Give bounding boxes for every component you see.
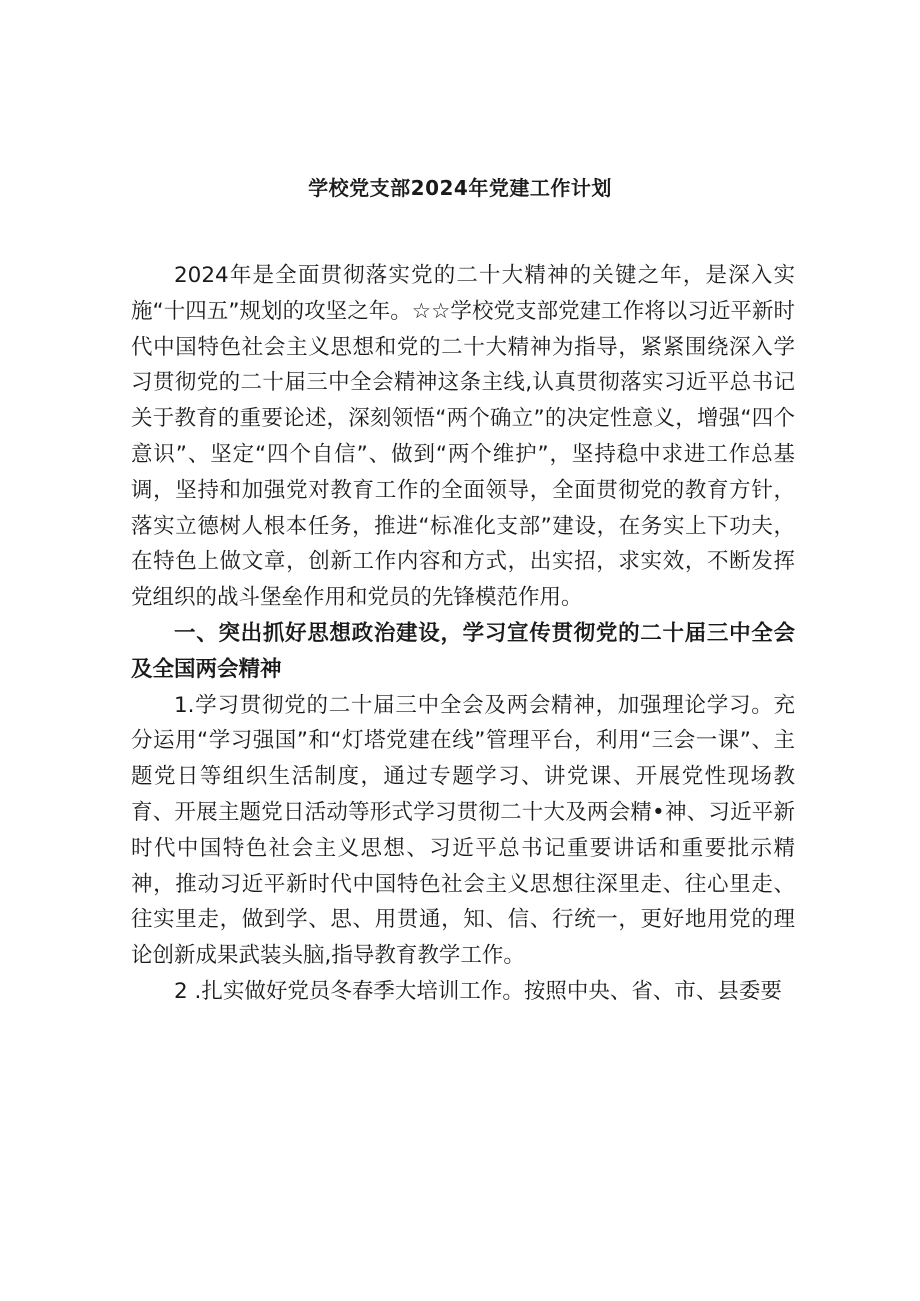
intro-paragraph: 2024年是全面贯彻落实党的二十大精神的关键之年，是深入实施“十四五”规划的攻坚之年。☆☆学校党支部党建工作将以习近平新时代中国特色社会主义思想和党的二十大精神为指导，紧紧围绕深入学习贯彻党的二十届三中全会精神这条主线,认真贯彻落实习近平总书记关于教育的重要论述，深刻领悟“两个确立”的决定性意义，增强“四个意识”、坚定“四个自信”、做到“两个维护”，坚持稳中求进工作总基调，坚持和加强党对教育工作的全面领导，全面贯彻党的教育方针，落实立德树人根本任务，推进“标准化支部”建设，在务实上下功夫，在特色上做文章，创新工作内容和方式，出实招，求实效，不断发挥党组织的战斗堡垒作用和党员的先锋模范作用。 [131, 263, 795, 611]
document-title: 学校党支部2024年党建工作计划 [308, 176, 612, 200]
section-heading-1: 一、突出抓好思想政治建设，学习宣传贯彻党的二十届三中全会及全国两会精神 [131, 620, 795, 682]
paragraph-item-1: 1.学习贯彻党的二十届三中全会及两会精神，加强理论学习。充分运用“学习强国”和“灯塔党建在线”管理平台，利用“三会一课”、主题党日等组织生活制度，通过专题学习、讲党课、开展党性现场教育、开展主题党日活动等形式学习贯彻二十大及两会精•神、习近平新时代中国特色社会主义思想、习近平总书记重要讲话和重要批示精神，推动习近平新时代中国特色社会主义思想往深里走、往心里走、往实里走，做到学、思、用贯通，知、信、行统一，更好地用党的理论创新成果武装头脑,指导教育教学工作。 [131, 692, 795, 969]
paragraph-item-2: 2 .扎实做好党员冬春季大培训工作。按照中央、省、市、县委要 [174, 978, 782, 1004]
document-body [131, 258, 795, 1010]
